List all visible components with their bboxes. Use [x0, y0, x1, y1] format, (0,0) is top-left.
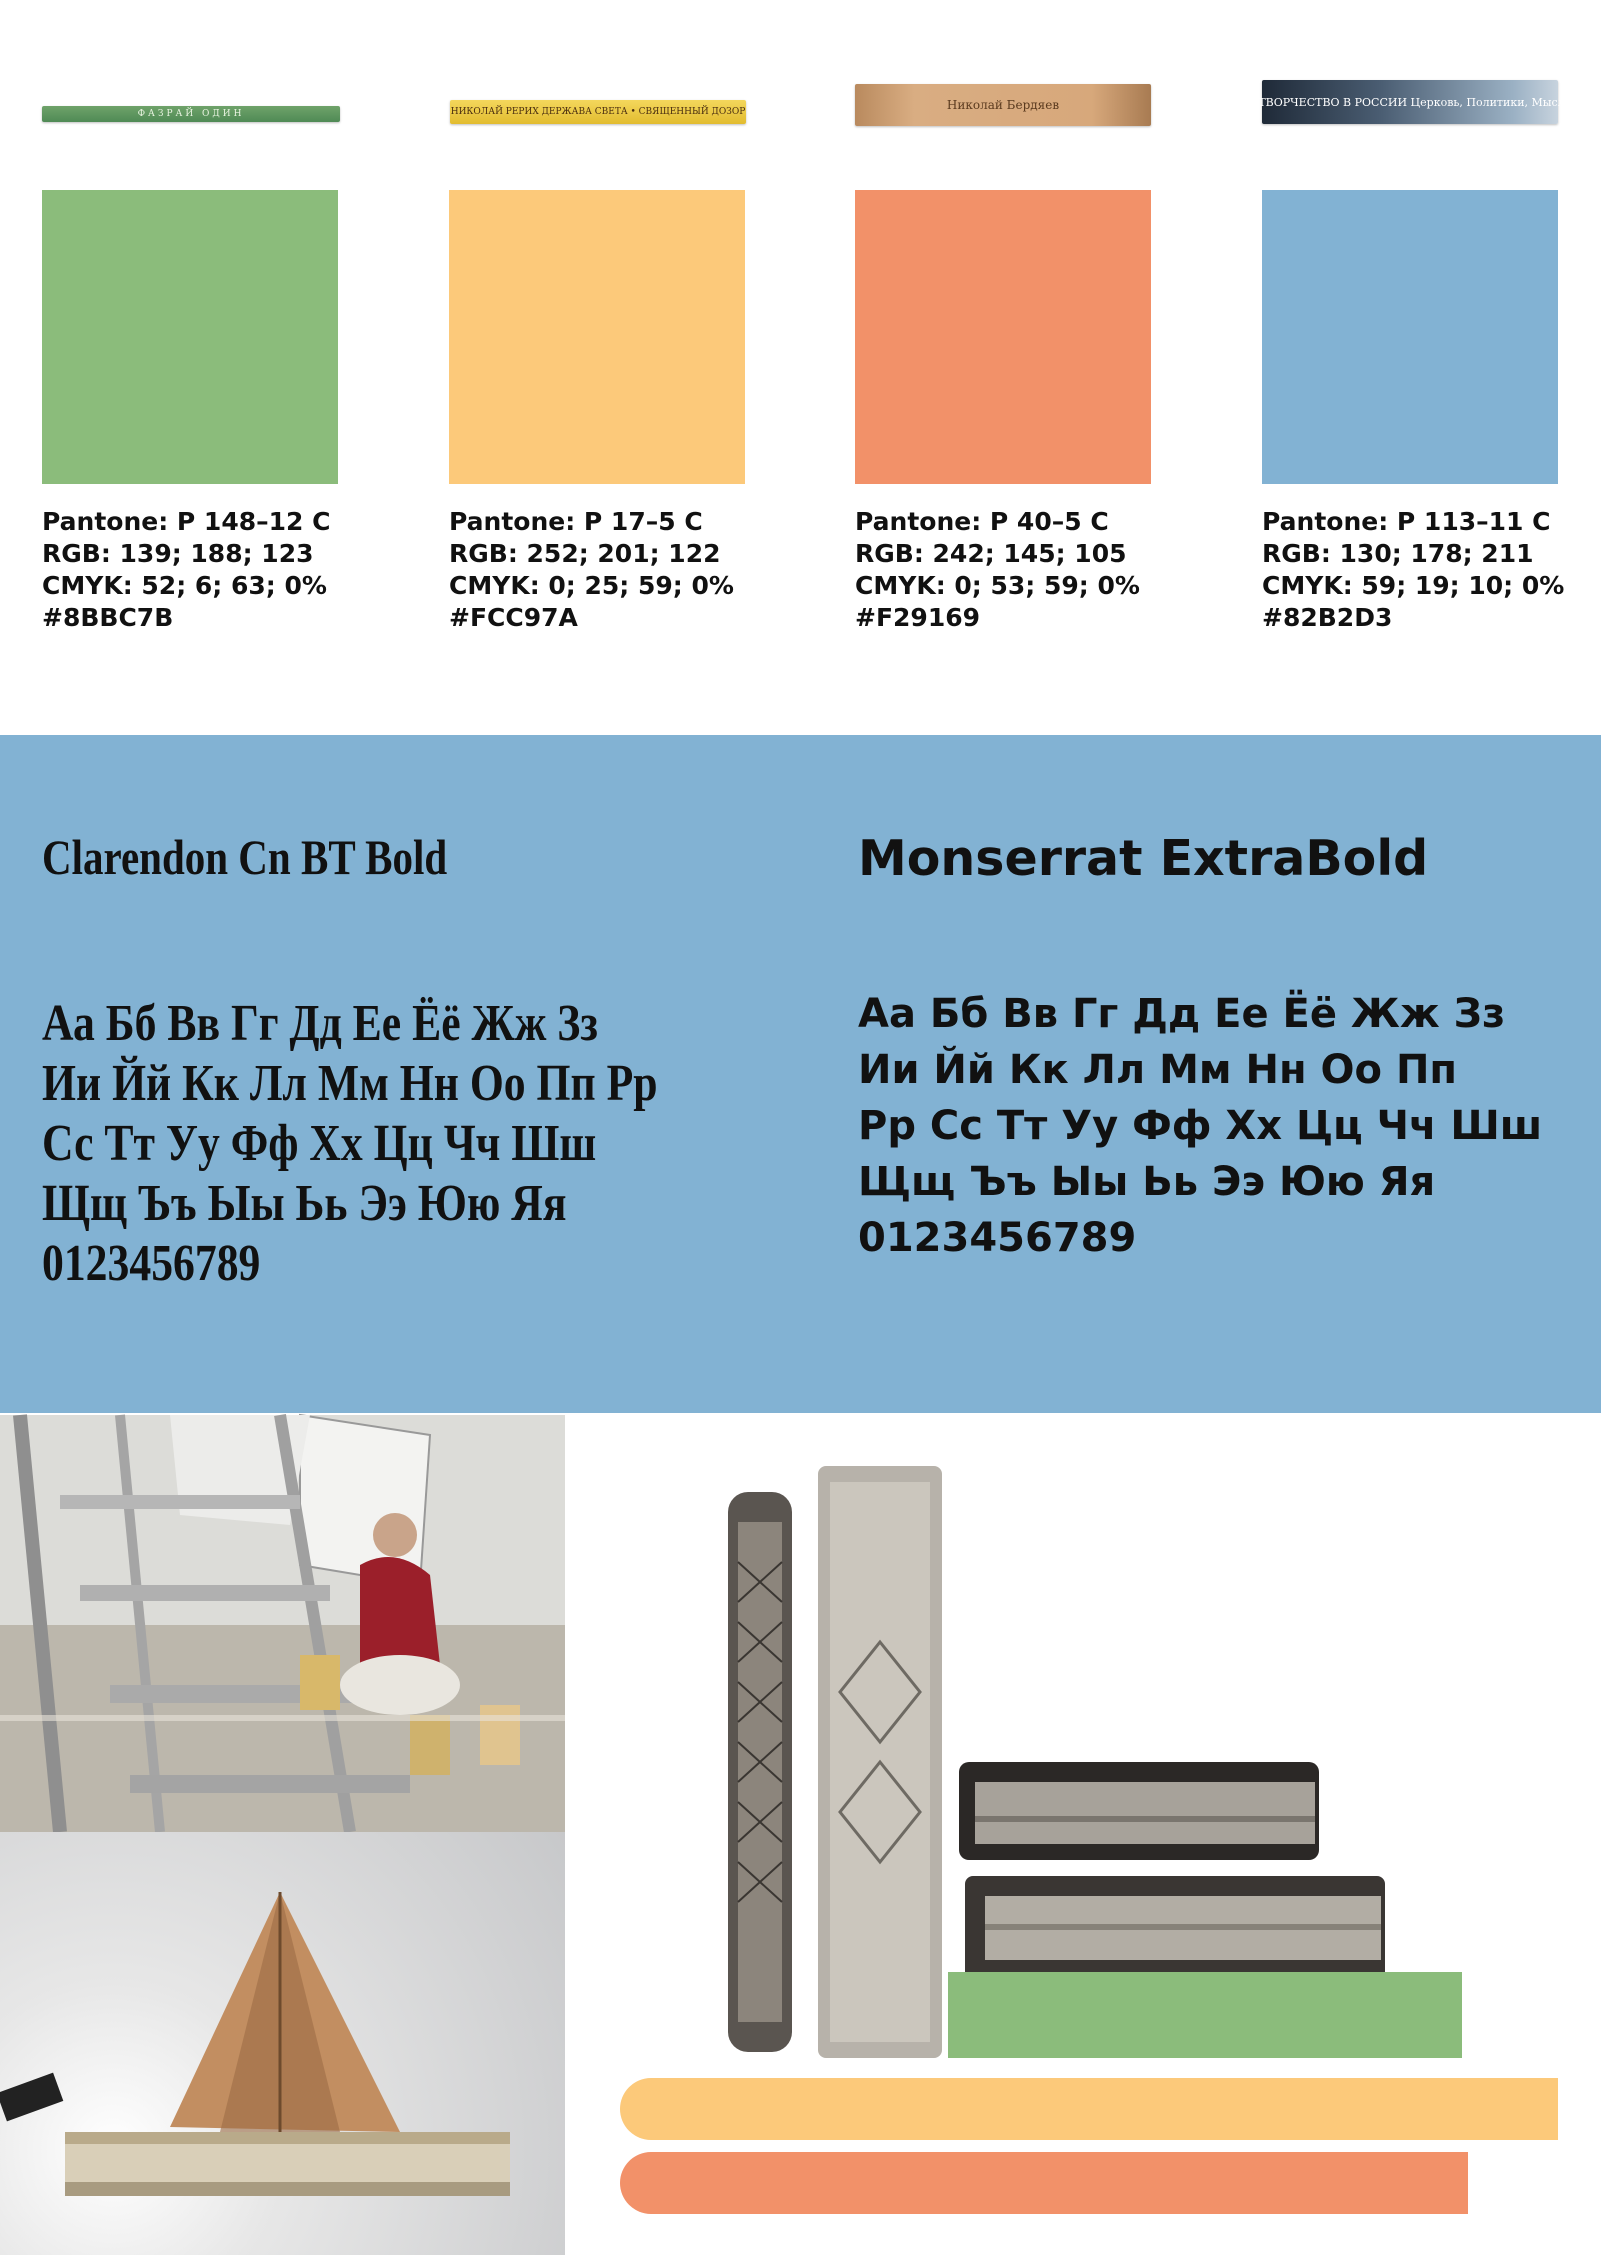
cmyk-code: CMYK: 0; 25; 59; 0% — [449, 571, 734, 600]
rgb-code: RGB: 139; 188; 123 — [42, 539, 314, 568]
green-bar — [948, 1972, 1462, 2058]
serif-font-specimen — [42, 994, 658, 1294]
specimen-line: 0123456789 — [42, 1235, 261, 1292]
color-info-orange — [855, 506, 1155, 634]
cmyk-code: CMYK: 52; 6; 63; 0% — [42, 571, 327, 600]
hex-code: #FCC97A — [449, 603, 578, 632]
pantone-code: Pantone: P 17–5 C — [449, 507, 703, 536]
specimen-line: Сс Тт Уу Фф Хх Цц Чч Шш — [42, 1115, 597, 1172]
orange-bar — [620, 2152, 1468, 2214]
rgb-code: RGB: 252; 201; 122 — [449, 539, 721, 568]
studio-photo-illustration — [0, 1415, 565, 1832]
book-spine-yellow — [450, 100, 746, 124]
cmyk-code: CMYK: 0; 53; 59; 0% — [855, 571, 1140, 600]
specimen-line: Щщ Ъъ Ыы Ьь Ээ Юю Яя — [42, 1175, 567, 1232]
specimen-line: Щщ Ъъ Ыы Ьь Ээ Юю Яя — [858, 1159, 1436, 1205]
spine-label: НИКОЛАЙ РЕРИХ ДЕРЖАВА СВЕТА • СВЯЩЕННЫЙ ДОЗОР — [450, 107, 746, 117]
pantone-code: Pantone: P 148–12 C — [42, 507, 331, 536]
spine-label: ФАЗРАЙ ОДИН — [137, 109, 245, 119]
hex-code: #8BBC7B — [42, 603, 174, 632]
hex-code: #F29169 — [855, 603, 980, 632]
color-swatch-orange — [855, 190, 1151, 484]
pantone-code: Pantone: P 113–11 C — [1262, 507, 1551, 536]
color-info-blue — [1262, 506, 1565, 634]
sans-font-name: Monserrat ExtraBold — [858, 830, 1429, 887]
book-tent-photo — [0, 1832, 565, 2255]
lying-books-illustration — [955, 1756, 1415, 1984]
standing-books-illustration — [720, 1462, 950, 2058]
color-swatch-green — [42, 190, 338, 484]
studio-photo — [0, 1415, 565, 1832]
specimen-line: Аа Бб Вв Гг Дд Ее Ёё Жж Зз — [858, 991, 1506, 1037]
book-spine-blue — [1221, 80, 1599, 124]
specimen-line: Аа Бб Вв Гг Дд Ее Ёё Жж Зз — [42, 995, 598, 1052]
specimen-line: Рр Сс Тт Уу Фф Хх Цц Чч Шш — [858, 1103, 1543, 1149]
sans-font-specimen — [858, 986, 1542, 1266]
yellow-bar — [620, 2078, 1558, 2140]
color-info-yellow — [449, 506, 749, 634]
color-info-green — [42, 506, 342, 634]
spine-label: МИРОТВОРЧЕСТВО В РОССИИ Церковь, Политики, Мыслители — [1221, 95, 1599, 109]
serif-font-name: Clarendon Cn BT Bold — [42, 829, 448, 885]
color-swatch-blue — [1262, 190, 1558, 484]
color-swatch-yellow — [449, 190, 745, 484]
rgb-code: RGB: 242; 145; 105 — [855, 539, 1127, 568]
book-spine-orange — [855, 84, 1151, 126]
specimen-line: Ии Йй Кк Лл Мм Нн Оо Пп — [858, 1047, 1458, 1093]
hex-code: #82B2D3 — [1262, 603, 1393, 632]
specimen-line: 0123456789 — [858, 1215, 1137, 1261]
book-tent-illustration — [0, 1832, 565, 2255]
specimen-line: Ии Йй Кк Лл Мм Нн Оо Пп Рр — [42, 1055, 658, 1112]
cmyk-code: CMYK: 59; 19; 10; 0% — [1262, 571, 1565, 600]
book-spine-green — [42, 106, 340, 122]
pantone-code: Pantone: P 40–5 C — [855, 507, 1109, 536]
spine-label: Николай Бердяев — [946, 98, 1060, 112]
rgb-code: RGB: 130; 178; 211 — [1262, 539, 1534, 568]
